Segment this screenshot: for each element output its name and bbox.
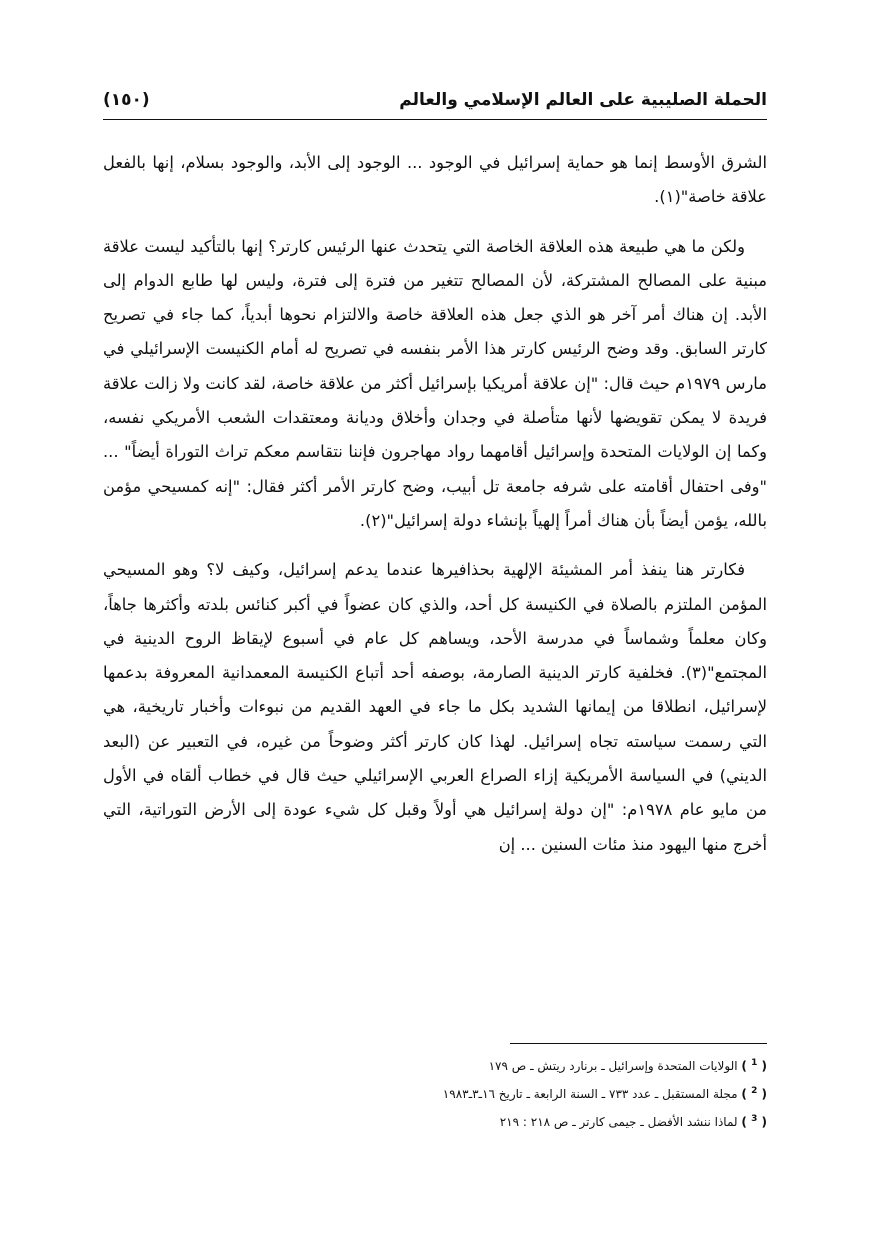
body-text [103, 146, 767, 877]
paragraph-1: الشرق الأوسط إنما هو حماية إسرائيل في الوجود ... الوجود إلى الأبد، والوجود بسلام، إنها بالفعل علاقة خاصة"(١). [103, 153, 767, 207]
running-header [103, 86, 767, 120]
header-divider [103, 119, 767, 120]
footnotes [103, 1051, 767, 1135]
page-number: (١٥٠) [103, 90, 150, 110]
footnote-marker: ( $^1$ ) [741, 1058, 767, 1073]
footnote-text: مجلة المستقبل ـ عدد ٧٣٣ ـ السنة الرابعة ـ تاريخ ١٦ـ٣ـ١٩٨٣ [442, 1087, 738, 1101]
footnote-text: لماذا ننشد الأفضل ـ جيمى كارتر ـ ص ٢١٨ : ٢١٩ [499, 1115, 738, 1129]
footnote-item [103, 1079, 767, 1107]
paragraph-2: ولكن ما هي طبيعة هذه العلاقة الخاصة التي يتحدث عنها الرئيس كارتر؟ إنها بالتأكيد ليست علاقة مبنية على المصالح المشتركة، لأن المصالح تتغير من فترة إلى فترة، وليس لها طابع الدوام إلى الأبد. إن هناك أمر آخر هو الذي جعل هذه العلاقة خاصة والالتزام نحوها أبدياً، كما جاء في تصريح كارتر السابق. وقد وضح الرئيس كارتر هذا الأمر بنفسه في تصريح له أمام الكنيست الإسرائيلي في مارس ١٩٧٩م حيث قال: "إن علاقة أمريكيا بإسرائيل أكثر من علاقة خاصة، لقد كانت ولا زالت علاقة فريدة لا يمكن تقويضها لأنها متأصلة في وجدان وأخلاق وديانة ومعتقدات الشعب الأمريكي نفسه، وكما إن الولايات المتحدة وإسرائيل أقامهما رواد مهاجرون فإننا نتقاسم معكم تراث التوراة أيضاً" ... "وفى احتفال أقامته على شرفه جامعة تل أبيب، وضح كارتر الأمر أكثر فقال: "إنه كمسيحي مؤمن بالله، يؤمن أيضاً بأن هناك أمراً إلهياً بإنشاء دولة إسرائيل"(٢). [103, 236, 767, 530]
paragraph-3: فكارتر هنا ينفذ أمر المشيئة الإلهية بحذافيرها عندما يدعم إسرائيل، وكيف لا؟ وهو المسيحي المؤمن الملتزم بالصلاة في الكنيسة كل أحد، والذي كان عضواً في أكبر كنائس بلدته وأكثرها جاهاً، وكان معلماً وشماساً في مدرسة الأحد، ويساهم كل عام في أسبوع لإيقاظ الروح الدينية في المجتمع"(٣). فخلفية كارتر الدينية الصارمة، بوصفه أحد أتباع الكنيسة المعمدانية المعروفة بدعمها لإسرائيل، انطلاقا من إيمانها الشديد بكل ما جاء في العهد القديم من نبوءات وأخبار تاريخية، هي التي رسمت سياسته تجاه إسرائيل. لهذا كان كارتر أكثر وضوحاً من غيره، في التعبير عن (البعد الديني) في السياسة الأمريكية إزاء الصراع العربي الإسرائيلي حيث قال في خطاب ألقاه في الأول من مايو عام ١٩٧٨م: "إن دولة إسرائيل هي أولاً وقبل كل شيء عودة إلى الأرض التوراتية، التي أخرج منها اليهود منذ مئات السنين ... إن [103, 560, 767, 854]
footnote-item [103, 1107, 767, 1135]
footnote-marker: ( $^3$ ) [741, 1114, 767, 1129]
footnote-marker: ( $^2$ ) [741, 1086, 767, 1101]
footnote-divider [510, 1043, 767, 1044]
book-title: الحملة الصليبية على العالم الإسلامي والعالم [399, 90, 767, 110]
footnote-text: الولايات المتحدة وإسرائيل ـ برنارد ريتش ـ ص ١٧٩ [488, 1059, 738, 1073]
footnote-item [103, 1051, 767, 1079]
